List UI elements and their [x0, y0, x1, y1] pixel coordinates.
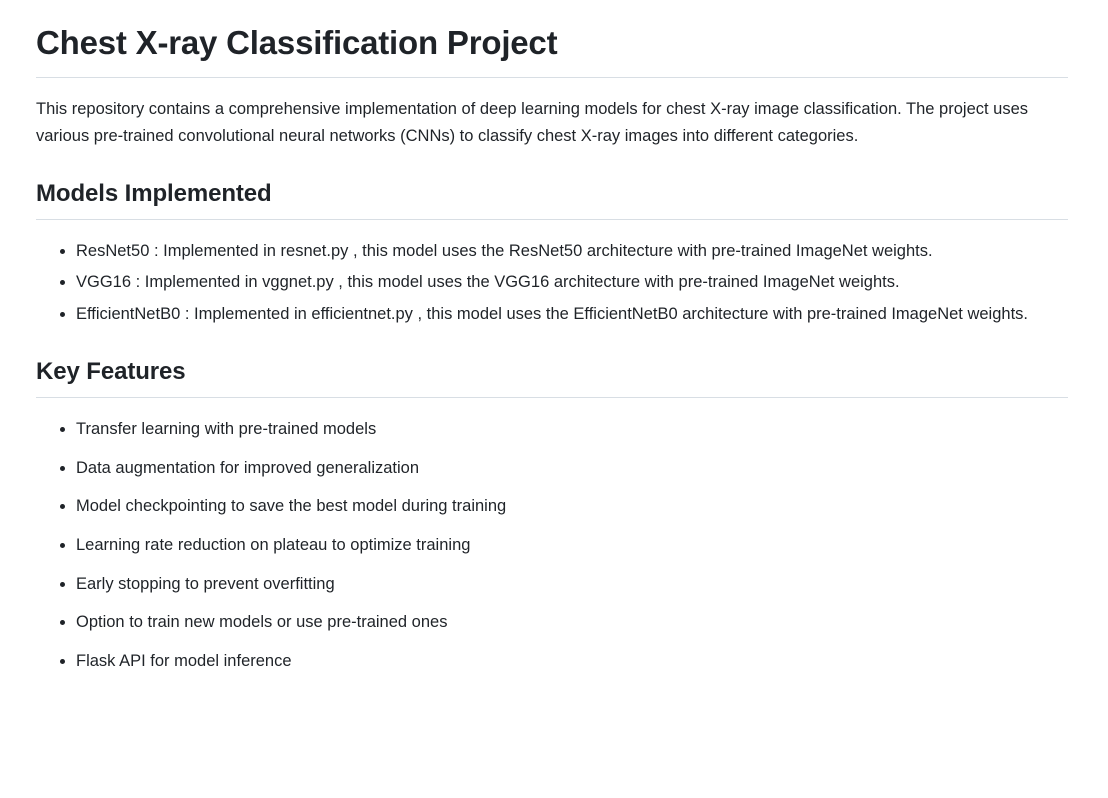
key-features-list [36, 416, 1068, 675]
list-item: • Learning rate reduction on plateau to optimize training [76, 532, 1068, 559]
list-item: • Option to train new models or use pre-trained ones [76, 609, 1068, 636]
list-item: • Data augmentation for improved generalization [76, 455, 1068, 482]
list-item: • ResNet50 : Implemented in resnet.py , this model uses the ResNet50 architecture with pre-trained ImageNet weights. [76, 238, 1068, 265]
list-item: • VGG16 : Implemented in vggnet.py , this model uses the VGG16 architecture with pre-trained ImageNet weights. [76, 269, 1068, 296]
list-item: • Flask API for model inference [76, 648, 1068, 675]
section-heading-key-features: Key Features [36, 358, 1068, 398]
models-list [36, 238, 1068, 328]
list-item: • EfficientNetB0 : Implemented in efficientnet.py , this model uses the EfficientNetB0 architecture with pre-trained ImageNet weights. [76, 301, 1068, 328]
list-item: • Early stopping to prevent overfitting [76, 571, 1068, 598]
list-item: • Model checkpointing to save the best model during training [76, 493, 1068, 520]
intro-paragraph: This repository contains a comprehensive implementation of deep learning models for chest X-ray image classification. The project uses various pre-trained convolutional neural networks (CNNs) to classify chest X-ray images into different categories. [36, 100, 1029, 145]
page-title: Chest X-ray Classification Project [36, 22, 1068, 78]
list-item: • Transfer learning with pre-trained models [76, 416, 1068, 443]
section-heading-models: Models Implemented [36, 180, 1068, 220]
